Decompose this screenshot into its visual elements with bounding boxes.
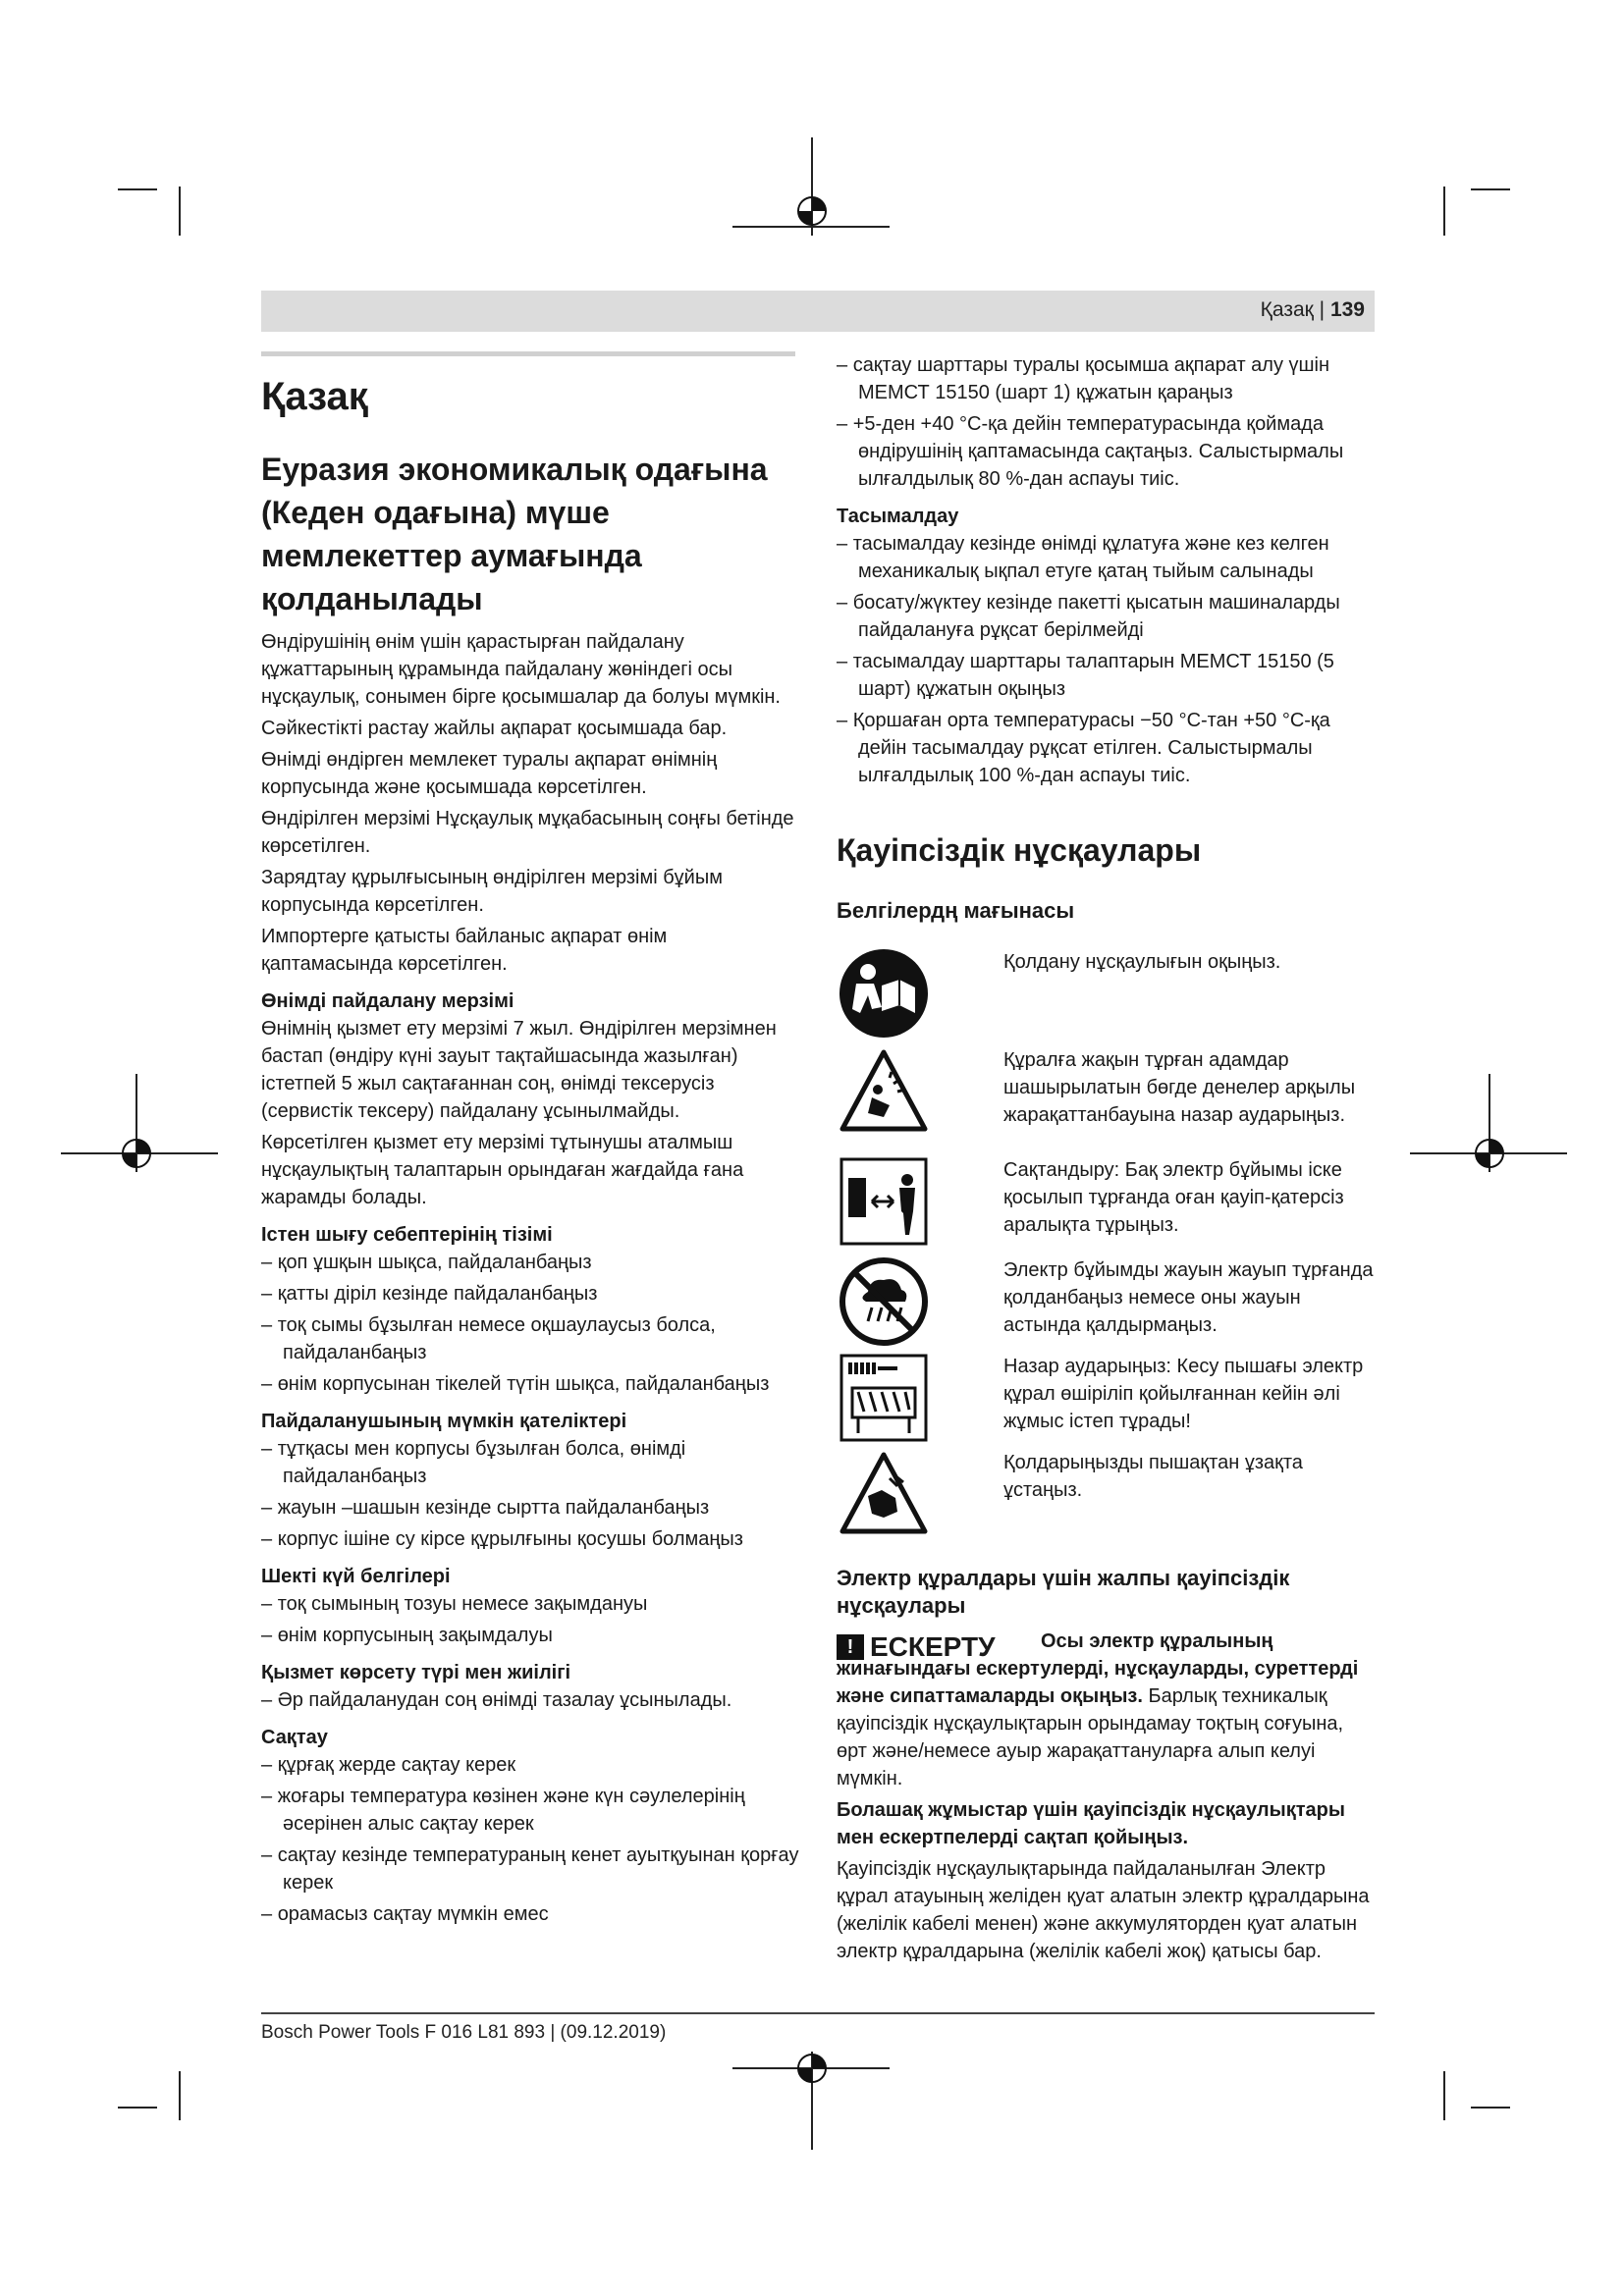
symbol-row: [837, 1353, 1379, 1449]
list-item: – +5-ден +40 °C-қа дейін температурасында қоймада өндірушінің қаптамасында сақтаңыз. Салыстырмалы ылғалдылық 80 %-дан аспауы тиіс.: [837, 410, 1379, 493]
page-footer: Bosch Power Tools F 016 L81 893 | (09.12.2019): [261, 2022, 667, 2043]
list-item: – өнім корпусының зақымдалуы: [261, 1622, 801, 1649]
footer-rule: [261, 2012, 1375, 2014]
life-paragraph: Көрсетілген қызмет ету мерзімі тұтынушы аталмыш нұсқаулықтың талаптарын орындаған жағдайда ғана жарамды болады.: [261, 1132, 744, 1208]
crop-mark: [118, 2107, 157, 2109]
crop-mark: [1471, 188, 1510, 190]
storage-heading: Сақтау: [261, 1727, 328, 1748]
keep-instructions: Болашақ жұмыстар үшін қауіпсіздік нұсқаулықтары мен ескертпелерді сақтап қойыңыз.: [837, 1799, 1345, 1848]
limit-list: [261, 1590, 801, 1649]
failure-heading: Істен шығу себептерінің тізімі: [261, 1224, 553, 1246]
symbol-text: Электр бұйымды жауын жауып тұрғанда қолданбаңыз немесе оны жауын астында қалдырмаңыз.: [1003, 1259, 1374, 1336]
crop-mark: [118, 188, 157, 190]
header-section: Қазақ: [1260, 298, 1314, 321]
transport-heading: Тасымалдау: [837, 506, 959, 527]
list-item: – босату/жүктеу кезінде пакетті қысатын машиналарды пайдалануға рұқсат берілмейді: [837, 589, 1379, 644]
storage-continued-list: [837, 351, 1379, 493]
symbols-heading: Белгілердң мағынасы: [837, 898, 1075, 923]
symbol-row: [837, 1256, 1379, 1353]
crop-mark: [179, 2071, 181, 2120]
symbol-text: Сақтандыру: Бақ электр бұйымы іске қосылып тұрғанда оған қауіп-қатерсіз аралықта тұрыңыз.: [1003, 1159, 1344, 1236]
language-title: Қазақ: [261, 375, 368, 418]
symbol-text: Қолдану нұсқаулығын оқыңыз.: [1003, 951, 1281, 973]
intro-paragraph: Өндірілген мерзімі Нұсқаулық мұқабасының соңғы бетінде көрсетілген.: [261, 808, 794, 857]
flying-debris-icon: [839, 1046, 929, 1137]
crop-mark: [1471, 2107, 1510, 2109]
left-column: [261, 365, 801, 1934]
list-item: – жауын –шашын кезінде сыртта пайдаланбаңыз: [261, 1494, 801, 1522]
failure-list: [261, 1249, 801, 1398]
service-list: [261, 1686, 801, 1714]
list-item: – тасымалдау кезінде өнімді құлатуға және кез келген механикалық ықпал етуге қатаң тыйым салынады: [837, 530, 1379, 585]
list-item: – тоқ сымы бұзылған немесе оқшаулаусыз болса, пайдаланбаңыз: [261, 1311, 801, 1366]
symbol-row: [837, 1156, 1379, 1256]
intro-paragraph: Өндірушінің өнім үшін қарастырған пайдалану құжаттарының құрамында пайдалану жөніндегі осы нұсқаулық, сонымен бірге қосымшалар да болуы мүмкін.: [261, 631, 781, 708]
page-number: 139: [1329, 298, 1365, 321]
transport-list: [837, 530, 1379, 789]
header-label: Қазақ | 139: [1260, 298, 1365, 321]
list-item: – тұтқасы мен корпусы бұзылған болса, өнімді пайдаланбаңыз: [261, 1435, 801, 1490]
warning-word: ЕСКЕРТУ: [870, 1631, 996, 1662]
list-item: – қоп ұшқын шықса, пайдаланбаңыз: [261, 1249, 801, 1276]
list-item: – тоқ сымының тозуы немесе зақымдануы: [261, 1590, 801, 1618]
keep-distance-icon: [839, 1156, 929, 1247]
safety-title: Қауіпсіздік нұсқаулары: [837, 832, 1202, 868]
read-manual-icon: [839, 948, 929, 1039]
warning-triangle-icon: !: [837, 1634, 864, 1660]
life-paragraph: Өнімнің қызмет ету мерзімі 7 жыл. Өндірілген мерзімнен бастап (өндіру күні зауыт тақтайшасында жазылған) істетпей 5 жыл сақтағаннан соң, өнімді тексерусіз (сервистік тексеру) пайдалану ұсынылмайды.: [261, 1018, 777, 1122]
hand-blade-icon: [839, 1449, 929, 1539]
service-heading: Қызмет көрсету түрі мен жиілігі: [261, 1662, 571, 1683]
errors-heading: Пайдаланушының мүмкін қателіктері: [261, 1411, 627, 1432]
list-item: – құрғақ жерде сақтау керек: [261, 1751, 801, 1779]
intro-paragraph: Өнімді өндірген мемлекет туралы ақпарат өнімнің корпусында және қосымшада көрсетілген.: [261, 749, 718, 798]
symbol-row: [837, 1449, 1379, 1547]
intro-paragraph: Импортерге қатысты байланыс ақпарат өнім қаптамасында көрсетілген.: [261, 926, 668, 975]
errors-list: [261, 1435, 801, 1553]
list-item: – сақтау шарттары туралы қосымша ақпарат алу үшін МЕМСТ 15150 (шарт 1) құжатын қараңыз: [837, 351, 1379, 406]
limit-heading: Шекті күй белгілері: [261, 1566, 451, 1587]
general-safety-heading: Электр құралдары үшін жалпы қауіпсіздік нұсқаулары: [837, 1566, 1290, 1618]
page-header: [261, 291, 1375, 332]
symbol-text: Назар аударыңыз: Кесу пышағы электр құрал өшіріліп қойылғаннан кейін әлі жұмыс істеп тұрады!: [1003, 1356, 1364, 1432]
symbol-row: [837, 1046, 1379, 1156]
life-heading: Өнімді пайдалану мерзімі: [261, 990, 514, 1012]
registration-mark-icon: [1473, 1137, 1506, 1170]
list-item: – сақтау кезінде температураның кенет ауытқуынан қорғау керек: [261, 1842, 801, 1896]
intro-paragraph: Зарядтау құрылғысының өндірілген мерзімі бұйым корпусында көрсетілген.: [261, 867, 723, 916]
no-rain-icon: [839, 1256, 929, 1347]
crop-mark: [179, 187, 181, 236]
symbol-text: Құралға жақын тұрған адамдар шашырылатын бөгде денелер арқылы жарақаттанбауына назар аударыңыз.: [1003, 1049, 1356, 1126]
symbol-text: Қолдарыңызды пышақтан ұзақта ұстаңыз.: [1003, 1452, 1303, 1501]
list-item: – корпус ішіне су кірсе құрылғыны қосушы болмаңыз: [261, 1525, 801, 1553]
list-item: – Қоршаған орта температурасы −50 °C-тан +50 °C-қа дейін тасымалдау рұқсат етілген. Салыстырмалы ылғалдылық 100 %-дан аспауы тиіс.: [837, 707, 1379, 789]
registration-mark-icon: [795, 194, 829, 228]
list-item: – жоғары температура көзінен және күн сәулелерінің әсерінен алыс сақтау керек: [261, 1783, 801, 1838]
final-paragraph: Қауіпсіздік нұсқаулықтарында пайдаланылған Электр құрал атауының желіден қуат алатын электр құралдарына (желілік кабелі менен) және аккумуляторден қуат алатын электр құралдарына (желілік кабелі жоқ) қатысы бар.: [837, 1858, 1370, 1962]
list-item: – тасымалдау шарттары талаптарын МЕМСТ 15150 (5 шарт) құжатын оқыңыз: [837, 648, 1379, 703]
list-item: – орамасыз сақтау мүмкін емес: [261, 1900, 801, 1928]
list-item: – өнім корпусынан тікелей түтін шықса, пайдаланбаңыз: [261, 1370, 801, 1398]
crop-mark: [1443, 187, 1445, 236]
registration-mark-icon: [120, 1137, 153, 1170]
registration-mark-icon: [795, 2052, 829, 2085]
blade-rundown-icon: [839, 1353, 929, 1443]
list-item: – Әр пайдаланудан соң өнімді тазалау ұсынылады.: [261, 1686, 801, 1714]
column-rule: [261, 351, 795, 356]
section-title: Еуразия экономикалық одағына (Кеден одағына) мүше мемлекеттер аумағында қолданылады: [261, 452, 768, 616]
right-column: [837, 351, 1379, 1969]
list-item: – қатты діріл кезінде пайдаланбаңыз: [261, 1280, 801, 1308]
symbol-row: [837, 948, 1379, 1046]
intro-paragraph: Сәйкестікті растау жайлы ақпарат қосымшада бар.: [261, 718, 728, 739]
storage-list: [261, 1751, 801, 1928]
crop-mark: [1443, 2071, 1445, 2120]
warning-head: Осы электр құралының жинағындағы ескертулерді, нұсқауларды, суреттерді және сипаттамаларды оқыңыз.: [837, 1630, 1359, 1707]
warning-body: Барлық техникалық қауіпсіздік нұсқаулықтарын орындамау тоқтың соғуына, өрт және/немесе ауыр жарақаттануларға алып келуі мүмкін.: [837, 1685, 1344, 1789]
